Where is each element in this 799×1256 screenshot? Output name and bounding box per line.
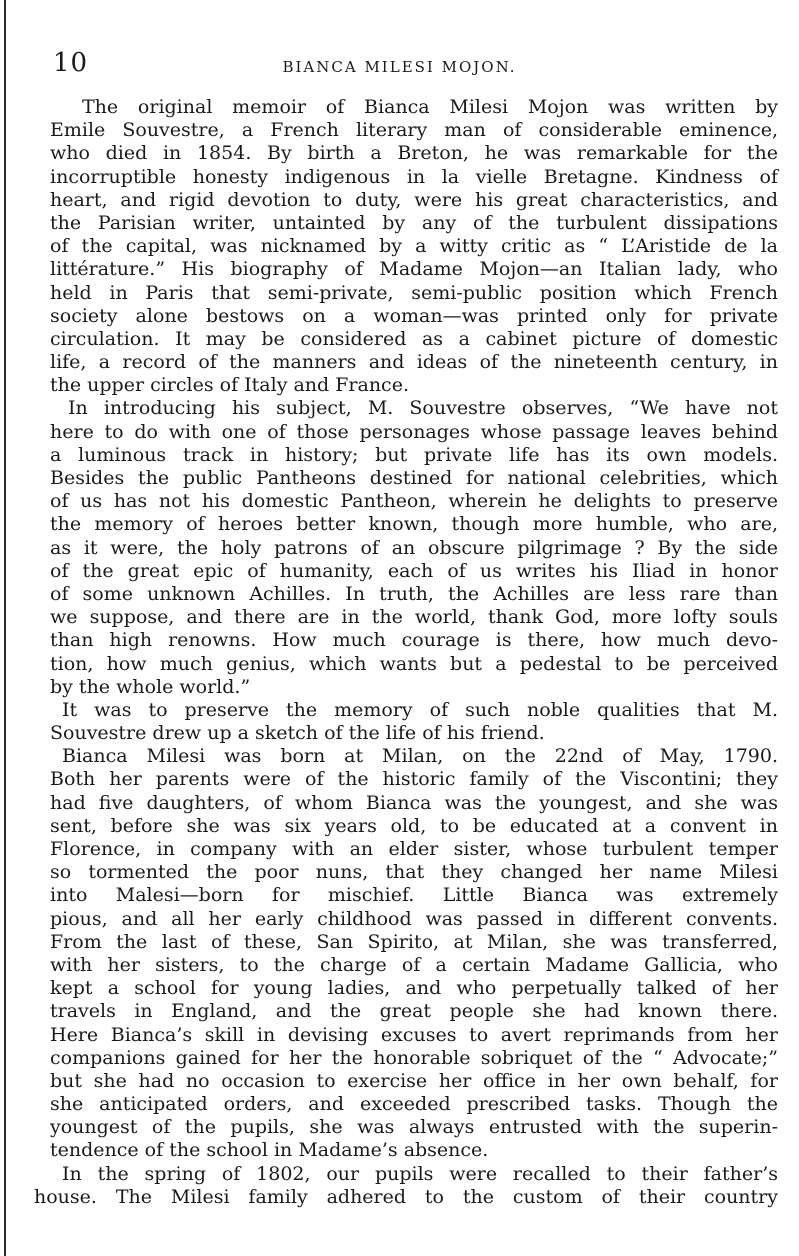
text-line: Here Bianca’s skill in devising excuses to avert reprimands from her [50,1023,778,1046]
text-line: the memory of heroes better known, though more humble, who are, [50,513,778,536]
text-line: by the whole world.” [50,675,251,698]
page-number: 10 [53,48,89,78]
text-line: with her sisters, to the charge of a certain Madame Gallicia, who [50,953,778,976]
text-line: a luminous track in history; but private life has its own models. [50,443,778,466]
text-line: Florence, in company with an elder sister, whose turbulent temper [50,838,778,860]
text-line: It was to preserve the memory of such noble qualities that M. [62,698,778,721]
text-line: tion, how much genius, which wants but a pedestal to be perceived [50,652,778,675]
running-title: BIANCA MILESI MOJON. [282,58,517,76]
text-line: she anticipated orders, and exceeded prescribed tasks. Though the [50,1093,778,1116]
text-line: so tormented the poor nuns, that they changed her name Milesi [50,861,778,884]
page-edge-rule [4,0,6,1256]
text-line: than high renowns. How much courage is there, how much devo- [50,629,778,652]
text-line: littérature.” His biography of Madame Mojon—an Italian lady, who [50,258,778,281]
body-text [34,96,778,1209]
text-line: had five daughters, of whom Bianca was the youngest, and she was [50,791,778,814]
text-line: but she had no occasion to exercise her office in her own behalf, for [50,1069,778,1092]
text-line: heart, and rigid devotion to duty, were his great characteristics, and [50,188,778,211]
text-line: who died in 1854. By birth a Breton, he was remarkable for the [50,142,778,165]
text-line: of the capital, was nicknamed by a witty critic as “ L’Aristide de la [50,235,778,258]
text-line: of the great epic of humanity, each of us writes his Iliad in honor [50,559,778,582]
page-header [0,48,799,78]
text-line: of some unknown Achilles. In truth, the Achilles are less rare than [50,582,778,605]
text-line: Bianca Milesi was born at Milan, on the 22nd of May, 1790. [62,745,778,768]
text-line: From the last of these, San Spirito, at Milan, she was transferred, [50,930,778,953]
text-line: Both her parents were of the historic family of the Viscontini; they [50,768,778,791]
text-line: circulation. It may be considered as a cabinet picture of domestic [50,327,778,350]
text-line: sent, before she was six years old, to be educated at a convent in [50,814,778,837]
text-line: incorruptible honesty indigenous in la vielle Bretagne. Kindness of [50,165,778,188]
text-line: Souvestre drew up a sketch of the life of his friend. [50,722,545,745]
text-line: pious, and all her early childhood was passed in different convents. [50,907,778,930]
text-line: here to do with one of those personages whose passage leaves behind [50,420,778,443]
text-line: youngest of the pupils, she was always entrusted with the superin- [50,1116,778,1139]
text-line: travels in England, and the great people she had known there. [50,1000,778,1023]
text-line: Besides the public Pantheons destined for national celebrities, which [50,467,778,489]
text-line: In the spring of 1802, our pupils were recalled to their father’s [62,1162,778,1185]
text-line: tendence of the school in Madame’s absence. [50,1139,489,1162]
text-line: life, a record of the manners and ideas of the nineteenth century, in [50,351,778,374]
text-line: house. The Milesi family adhered to the custom of their country [34,1185,778,1208]
text-line: Emile Souvestre, a French literary man of considerable eminence, [50,119,778,142]
text-line: of us has not his domestic Pantheon, wherein he delights to preserve [50,490,778,513]
text-line: held in Paris that semi-private, semi-public position which French [50,281,778,304]
text-line: kept a school for young ladies, and who perpetually talked of her [50,977,778,1000]
text-line: the Parisian writer, untainted by any of the turbulent dissipations [50,211,778,234]
text-line: companions gained for her the honorable sobriquet of the “ Advocate;” [50,1046,778,1069]
text-line: into Malesi—born for mischief. Little Bianca was extremely [50,884,778,907]
text-line: as it were, the holy patrons of an obscure pilgrimage ? By the side [50,536,778,559]
text-line: In introducing his subject, M. Souvestre observes, “We have not [68,397,778,420]
text-line: the upper circles of Italy and France. [50,374,409,397]
text-line: society alone bestows on a woman—was printed only for private [50,304,778,327]
text-line: The original memoir of Bianca Milesi Mojon was written by [82,96,778,118]
text-line: we suppose, and there are in the world, thank God, more lofty souls [50,606,778,629]
